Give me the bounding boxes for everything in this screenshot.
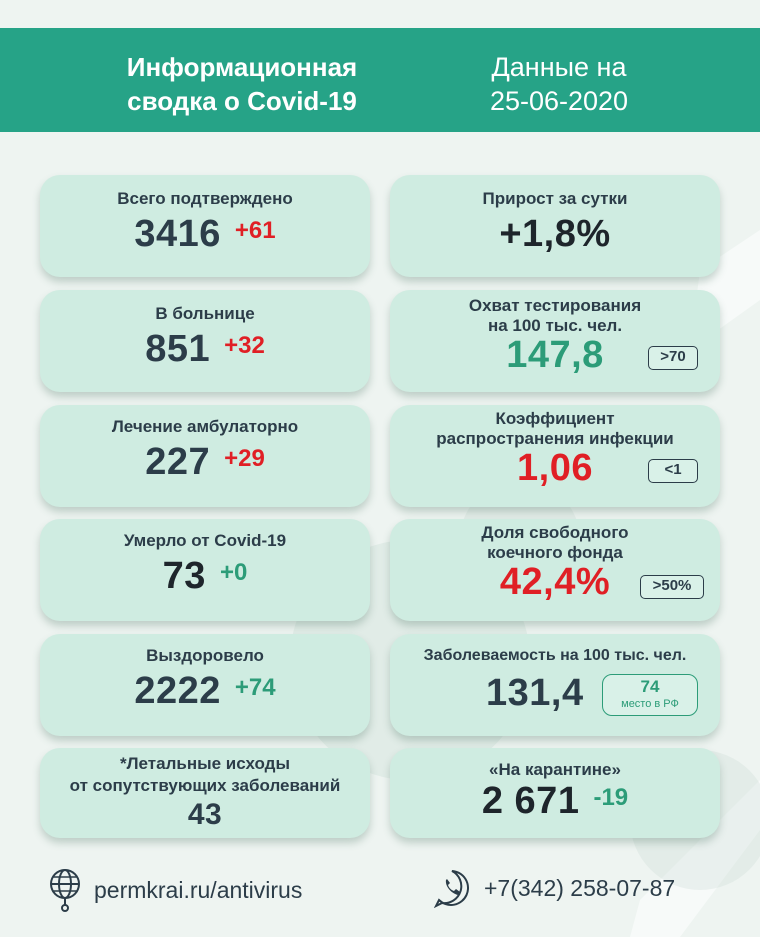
growth-value: +1,8% <box>499 213 611 255</box>
confirmed-value: 3416 <box>134 213 221 255</box>
data-date <box>456 50 662 118</box>
lethal-value: 43 <box>187 798 223 831</box>
phone-link[interactable] <box>432 868 675 908</box>
card-label-line-2: коечного фонда <box>487 543 623 562</box>
card-incidence <box>390 634 720 736</box>
website-text[interactable]: permkrai.ru/antivirus <box>94 876 303 903</box>
confirmed-delta: +61 <box>234 217 276 244</box>
phone-icon <box>432 868 472 908</box>
phone-text[interactable]: +7(342) 258-07-87 <box>484 874 676 901</box>
rank-caption: место в РФ <box>621 698 679 710</box>
card-growth <box>390 175 720 277</box>
recovered-value: 2222 <box>134 670 221 712</box>
card-quarantine <box>390 748 720 838</box>
card-label-line-2: на 100 тыс. чел. <box>487 316 623 335</box>
card-label: «На карантине» <box>489 760 621 779</box>
beds-value: 42,4% <box>499 561 611 603</box>
card-label: Прирост за сутки <box>482 189 628 208</box>
card-label: В больнице <box>155 304 255 323</box>
date-caption: Данные на <box>491 52 627 82</box>
card-confirmed <box>40 175 370 277</box>
card-label: Лечение амбулаторно <box>111 417 299 436</box>
card-beds <box>390 519 720 621</box>
hospital-delta: +32 <box>224 332 265 359</box>
card-label: Всего подтверждено <box>117 189 293 208</box>
hospital-value: 851 <box>145 328 211 370</box>
deaths-delta: +0 <box>219 559 248 586</box>
card-deaths <box>40 519 370 621</box>
rt-target-badge: <1 <box>648 459 698 483</box>
quarantine-delta: -19 <box>593 784 629 811</box>
card-label-line-2: от сопутствующих заболеваний <box>69 776 341 795</box>
card-outpatient <box>40 405 370 507</box>
card-label: Умерло от Covid-19 <box>123 531 287 550</box>
card-label: Заболеваемость на 100 тыс. чел. <box>423 647 687 664</box>
card-label-line-1: Доля свободного <box>481 523 629 542</box>
quarantine-value: 2 671 <box>481 780 580 822</box>
website-link[interactable] <box>48 868 302 912</box>
beds-target-badge: >50% <box>640 575 704 599</box>
incidence-rank-badge <box>602 674 698 716</box>
outpatient-value: 227 <box>145 441 211 483</box>
card-label: Выздоровело <box>146 646 264 665</box>
card-testing <box>390 290 720 392</box>
card-hospital <box>40 290 370 392</box>
card-rt <box>390 405 720 507</box>
incidence-value: 131,4 <box>486 672 584 714</box>
card-recovered <box>40 634 370 736</box>
deaths-value: 73 <box>162 555 206 597</box>
outpatient-delta: +29 <box>224 445 265 472</box>
title-line-1: Информационная <box>126 52 358 82</box>
recovered-delta: +74 <box>234 674 276 701</box>
card-label-line-1: Охват тестирования <box>468 296 642 315</box>
card-lethal <box>40 748 370 838</box>
card-label-line-1: *Летальные исходы <box>120 754 290 773</box>
card-label-line-1: Коэффициент <box>495 409 615 428</box>
testing-target-badge: >70 <box>648 346 698 370</box>
title-line-2: сводка о Covid-19 <box>127 86 357 116</box>
page-title <box>92 50 392 118</box>
rt-value: 1,06 <box>517 447 593 489</box>
testing-value: 147,8 <box>506 334 604 376</box>
globe-icon <box>48 868 82 912</box>
card-label-line-2: распространения инфекции <box>436 429 674 448</box>
rank-number: 74 <box>640 677 660 696</box>
date-value: 25-06-2020 <box>489 86 629 116</box>
